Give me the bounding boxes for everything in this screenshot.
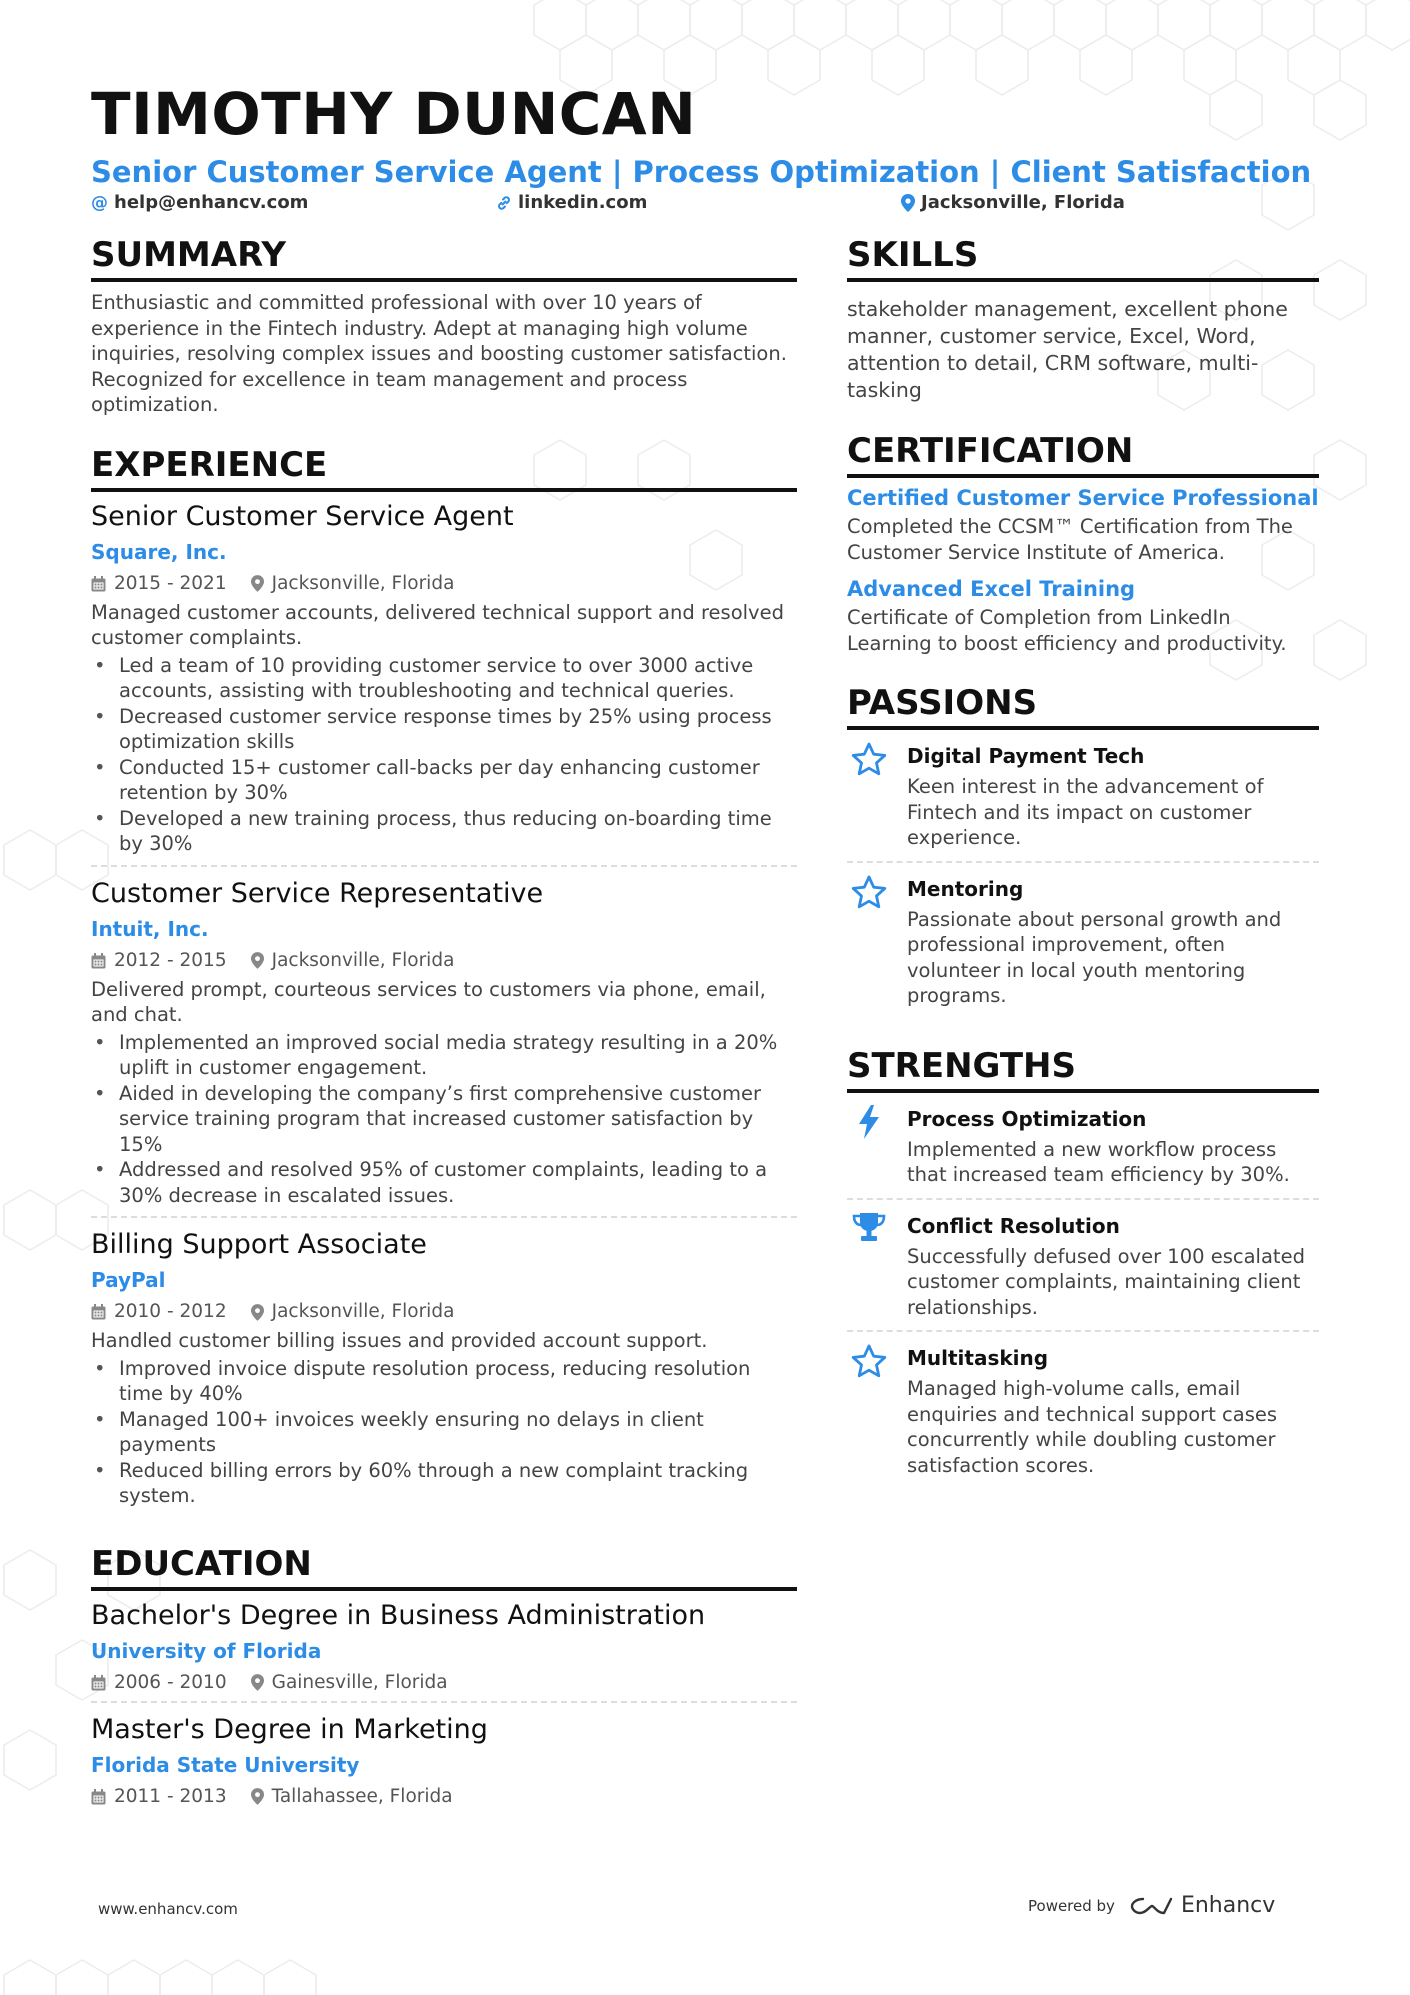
passion-item [847, 863, 1319, 1019]
location-text: Jacksonville, Florida [921, 192, 1125, 213]
location-pin-icon [251, 952, 264, 969]
certification-item [847, 482, 1319, 565]
location-pin-icon [251, 1304, 264, 1321]
experience-bullet: • Reduced billing errors by 60% through a new complaint tracking system. [91, 1458, 797, 1509]
education-location [251, 1781, 453, 1813]
footer-branding [1028, 1893, 1275, 1918]
strength-item-title: Conflict Resolution [907, 1213, 1120, 1238]
education-item [91, 1711, 797, 1815]
education-item [91, 1597, 797, 1703]
calendar-icon [91, 1675, 106, 1691]
contact-email[interactable] [91, 192, 308, 213]
education-list [91, 1597, 797, 1815]
strength-item-content [907, 1103, 1319, 1188]
lightning-icon [857, 1105, 881, 1139]
job-title: Customer Service Representative [91, 877, 544, 909]
candidate-headline: Senior Customer Service Agent | Process Optimization | Client Satisfaction [91, 155, 1312, 189]
location-pin-icon [251, 1674, 264, 1691]
star-icon [851, 1344, 887, 1378]
experience-title: EXPERIENCE [91, 442, 797, 492]
experience-list [91, 498, 797, 1517]
job-location-text: Jacksonville, Florida [271, 1301, 455, 1322]
skills-text: stakeholder management, excellent phone manner, customer service, Excel, Word, attention to detail, CRM software, multi-tasking [847, 297, 1288, 402]
calendar-icon [91, 953, 106, 969]
school-name[interactable]: University of Florida [91, 1638, 322, 1663]
education-meta [91, 1781, 797, 1813]
powered-by-text: Powered by [1028, 1896, 1115, 1915]
certification-list [847, 482, 1319, 656]
strength-item-icon-wrap [847, 1342, 891, 1478]
education-location-text: Gainesville, Florida [271, 1671, 448, 1693]
job-meta [91, 568, 797, 600]
job-bullets [91, 653, 797, 857]
experience-bullet: • Improved invoice dispute resolution process, reducing resolution time by 40% [91, 1356, 797, 1407]
location-pin-icon [251, 575, 264, 592]
strength-item-content [907, 1342, 1319, 1478]
passions-section [847, 680, 1319, 1019]
education-dates-text: 2011 - 2013 [114, 1785, 227, 1807]
at-icon: @ [91, 192, 108, 213]
job-location [251, 1296, 455, 1328]
degree-title: Bachelor's Degree in Business Administration [91, 1599, 706, 1631]
job-dates-text: 2010 - 2012 [114, 1301, 227, 1322]
certification-description: Certificate of Completion from LinkedIn Learning to boost efficiency and productivity. [847, 606, 1287, 655]
job-location [251, 945, 455, 977]
job-title: Senior Customer Service Agent [91, 500, 514, 532]
experience-bullet: • Led a team of 10 providing customer service to over 3000 active accounts, assisting with troubleshooting and technical queries. [91, 653, 797, 704]
certification-item [847, 573, 1319, 656]
experience-item [91, 875, 797, 1219]
location-pin-icon [901, 194, 915, 212]
strength-item-title: Multitasking [907, 1346, 1049, 1370]
strengths-section [847, 1043, 1319, 1489]
strength-item-description: Successfully defused over 100 escalated customer complaints, maintaining client relationships. [907, 1244, 1305, 1319]
skills-title: SKILLS [847, 232, 1319, 282]
strength-item [847, 1332, 1319, 1488]
school-name[interactable]: Florida State University [91, 1752, 360, 1777]
enhancv-logo-icon [1129, 1895, 1175, 1917]
passions-title: PASSIONS [847, 680, 1319, 730]
star-icon [851, 875, 887, 909]
experience-bullet: • Addressed and resolved 95% of customer complaints, leading to a 30% decrease in escalated issues. [91, 1157, 797, 1208]
contact-linkedin[interactable] [496, 192, 647, 213]
job-location [251, 568, 455, 600]
experience-bullet: • Conducted 15+ customer call-backs per day enhancing customer retention by 30% [91, 755, 797, 806]
strength-item-icon-wrap [847, 1103, 891, 1188]
job-title: Billing Support Associate [91, 1229, 427, 1260]
job-dates [91, 1296, 227, 1328]
job-location-text: Jacksonville, Florida [271, 949, 455, 971]
experience-section [91, 442, 797, 1517]
job-dates-text: 2012 - 2015 [114, 949, 227, 971]
experience-bullet: • Decreased customer service response times by 25% using process optimization skills [91, 704, 797, 755]
job-dates [91, 945, 227, 977]
passion-item-description: Keen interest in the advancement of Fintech and its impact on customer experience. [907, 775, 1264, 849]
calendar-icon [91, 1789, 106, 1805]
certification-title: CERTIFICATION [847, 428, 1319, 478]
certification-name[interactable]: Certified Customer Service Professional [847, 486, 1319, 510]
passion-item [847, 730, 1319, 863]
company-name[interactable]: Square, Inc. [91, 539, 227, 564]
strength-item [847, 1093, 1319, 1200]
strengths-list [847, 1093, 1319, 1489]
strength-item-description: Managed high-volume calls, email enquiries and technical support cases concurrently while doubling customer satisfaction scores. [907, 1377, 1278, 1477]
passions-list [847, 730, 1319, 1019]
job-bullets [91, 1030, 797, 1209]
certification-description: Completed the CCSM™ Certification from The Customer Service Institute of America. [847, 515, 1293, 564]
strength-item-icon-wrap [847, 1210, 891, 1321]
link-icon [496, 195, 512, 211]
experience-bullet: • Developed a new training process, thus reducing on-boarding time by 30% [91, 806, 797, 857]
education-dates-text: 2006 - 2010 [114, 1671, 227, 1693]
linkedin-text: linkedin.com [518, 192, 648, 213]
star-icon [851, 742, 887, 776]
experience-bullet: • Managed 100+ invoices weekly ensuring no delays in client payments [91, 1407, 797, 1458]
experience-bullet: • Implemented an improved social media strategy resulting in a 20% uplift in customer engagement. [91, 1030, 797, 1081]
strength-item-description: Implemented a new workflow process that increased team efficiency by 30%. [907, 1137, 1290, 1186]
passion-item-content [907, 873, 1319, 1009]
education-title: EDUCATION [91, 1541, 797, 1591]
passion-item-content [907, 740, 1319, 851]
job-dates [91, 568, 227, 600]
company-name[interactable]: Intuit, Inc. [91, 916, 209, 941]
education-section [91, 1541, 797, 1815]
passion-item-title: Mentoring [907, 876, 1024, 901]
email-text: help@enhancv.com [114, 192, 309, 213]
certification-section [847, 428, 1319, 656]
contact-location [901, 192, 1125, 213]
education-meta [91, 1667, 797, 1699]
strengths-title: STRENGTHS [847, 1043, 1319, 1093]
education-dates [91, 1667, 227, 1699]
experience-item [91, 498, 797, 867]
skills-section [847, 232, 1319, 404]
summary-text: Enthusiastic and committed professional with over 10 years of experience in the Fintech industry. Adept at managing high volume inquiries, resolving complex issues and boosting customer satisfaction. Recognized for excellence in team management and process optimization. [91, 291, 787, 416]
degree-title: Master's Degree in Marketing [91, 1713, 488, 1745]
experience-bullet: • Aided in developing the company’s first comprehensive customer service training program that increased customer satisfaction by 15% [91, 1081, 797, 1158]
job-description: Delivered prompt, courteous services to customers via phone, email, and chat. [91, 977, 766, 1026]
education-location [251, 1667, 448, 1699]
company-name[interactable]: PayPal [91, 1268, 166, 1292]
brand-text: Enhancv [1180, 1893, 1276, 1918]
job-bullets [91, 1356, 797, 1509]
left-column [91, 232, 797, 1839]
job-dates-text: 2015 - 2021 [114, 572, 227, 594]
strength-item [847, 1200, 1319, 1333]
experience-item [91, 1226, 797, 1517]
trophy-icon [852, 1212, 886, 1242]
contact-row [91, 192, 1331, 218]
right-column [847, 232, 1319, 1512]
strength-item-title: Process Optimization [907, 1106, 1147, 1131]
location-pin-icon [251, 1788, 264, 1805]
passion-item-icon-wrap [847, 873, 891, 1009]
passion-item-title: Digital Payment Tech [907, 744, 1145, 768]
candidate-name: TIMOTHY DUNCAN [91, 80, 697, 148]
summary-section [91, 232, 797, 418]
resume-header [91, 78, 1331, 218]
footer-website[interactable]: www.enhancv.com [98, 1900, 238, 1918]
calendar-icon [91, 1304, 106, 1320]
summary-title: SUMMARY [91, 232, 797, 282]
job-meta [91, 945, 797, 977]
strength-item-content [907, 1210, 1319, 1321]
passion-item-description: Passionate about personal growth and professional improvement, often volunteer in local youth mentoring programs. [907, 907, 1282, 1007]
education-location-text: Tallahassee, Florida [271, 1785, 453, 1807]
job-meta [91, 1296, 797, 1328]
enhancv-logo[interactable] [1129, 1893, 1275, 1918]
job-description: Handled customer billing issues and provided account support. [91, 1329, 708, 1352]
calendar-icon [91, 576, 106, 592]
certification-name[interactable]: Advanced Excel Training [847, 577, 1136, 601]
education-dates [91, 1781, 227, 1813]
job-description: Managed customer accounts, delivered technical support and resolved customer complaints. [91, 600, 784, 649]
passion-item-icon-wrap [847, 740, 891, 851]
job-location-text: Jacksonville, Florida [271, 572, 455, 594]
